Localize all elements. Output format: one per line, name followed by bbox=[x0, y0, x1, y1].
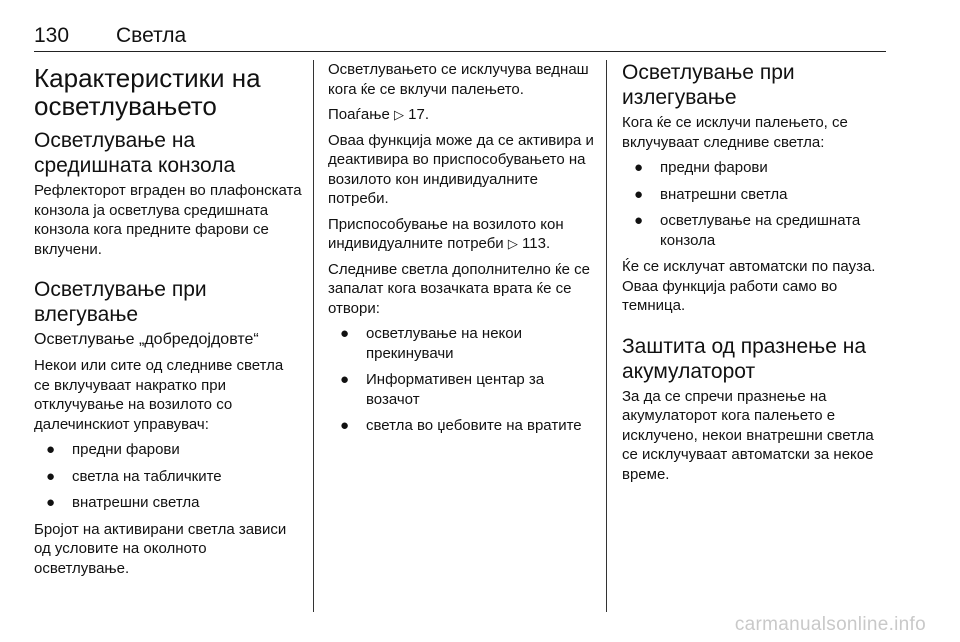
list-item bbox=[328, 416, 596, 436]
list-item bbox=[622, 158, 892, 178]
column-left bbox=[34, 60, 302, 584]
list-item bbox=[622, 211, 892, 250]
list-item-text: предни фарови bbox=[72, 441, 180, 458]
section-heading-battery-protection: Заштита од празнење на акумулаторот bbox=[622, 334, 867, 383]
list-item bbox=[328, 370, 596, 409]
bullet-icon: ● bbox=[46, 467, 56, 485]
bullet-icon: ● bbox=[340, 371, 350, 388]
reference-text: Приспособување на возилото кон индивидуалните потреби bbox=[328, 215, 564, 252]
list-item-text: внатрешни светла bbox=[660, 185, 788, 203]
list-item bbox=[622, 185, 892, 205]
column-divider bbox=[313, 60, 314, 612]
column-middle bbox=[328, 60, 596, 443]
bullet-list bbox=[328, 324, 596, 436]
paragraph: За да се спречи празнење на акумулаторот кога палењето е исклучено, некои внатрешни светла се исклучуваат автоматски за некое време. bbox=[622, 387, 874, 483]
list-item bbox=[34, 493, 302, 513]
bullet-list bbox=[34, 440, 302, 513]
bullet-icon: ● bbox=[634, 185, 644, 203]
paragraph: Кога ќе се исклучи палењето, се вклучуваат следниве светла: bbox=[622, 114, 848, 151]
reference-text: Поаѓање bbox=[328, 106, 390, 123]
bullet-icon: ● bbox=[634, 159, 644, 176]
cross-reference-paragraph bbox=[328, 105, 596, 125]
bullet-icon: ● bbox=[340, 417, 350, 434]
running-section-title: Светла bbox=[116, 24, 187, 47]
paragraph: Некои или сите од следниве светла се вклучуваат накратко при отклучување на возилото со далечинскиот управувач: bbox=[34, 357, 284, 433]
list-item-text: осветлување на некои прекинувачи bbox=[366, 325, 522, 362]
list-item-text: светла во џебовите на вратите bbox=[366, 417, 582, 434]
reference-page: 113. bbox=[522, 235, 551, 252]
column-right bbox=[622, 60, 892, 490]
cross-reference-paragraph bbox=[328, 215, 596, 254]
paragraph: Следниве светла дополнително ќе се запалат кога возачката врата ќе се отвори: bbox=[328, 260, 590, 317]
page-number: 130 bbox=[34, 24, 70, 47]
bullet-icon: ● bbox=[634, 212, 644, 229]
header-rule bbox=[34, 51, 886, 52]
section-heading-entry-lighting: Осветлување при влегување bbox=[34, 278, 207, 326]
section-heading-center-console: Осветлување на средишната конзола bbox=[34, 129, 236, 177]
list-item bbox=[328, 324, 596, 363]
subheading-welcome-lighting: Осветлување „добредојдовте“ bbox=[34, 331, 259, 348]
page-header bbox=[34, 24, 886, 48]
section-heading-exit-lighting: Осветлување при излегување bbox=[622, 61, 795, 109]
column-divider bbox=[606, 60, 607, 612]
paragraph: Рефлекторот вграден во плафонската конзола ја осветлува средишната конзола кога предните фарови се вклучени. bbox=[34, 182, 302, 258]
list-item-text: светла на табличките bbox=[72, 467, 222, 485]
list-item bbox=[34, 440, 302, 460]
paragraph: Ќе се исклучат автоматски по пауза. Оваа функција работи само во темница. bbox=[622, 258, 876, 314]
paragraph: Оваа функција може да се активира и деактивира во приспособувањето на возилото кон индивидуалните потреби. bbox=[328, 131, 594, 207]
page-reference-arrow-icon: ▷ bbox=[393, 107, 404, 122]
bullet-icon: ● bbox=[46, 494, 56, 511]
list-item-text: осветлување на средишната конзола bbox=[660, 212, 861, 249]
paragraph: Бројот на активирани светла зависи од условите на околното осветлување. bbox=[34, 520, 287, 577]
page-reference-arrow-icon: ▷ bbox=[507, 236, 518, 251]
chapter-title: Карактеристики на осветлувањето bbox=[34, 63, 261, 121]
bullet-icon: ● bbox=[340, 325, 350, 342]
paragraph: Осветлувањето се исклучува веднаш кога ќе се вклучи палењето. bbox=[328, 61, 589, 98]
bullet-icon: ● bbox=[46, 441, 56, 458]
list-item-text: внатрешни светла bbox=[72, 494, 200, 511]
list-item-text: Информативен центар за возачот bbox=[366, 371, 545, 408]
bullet-list bbox=[622, 158, 892, 250]
list-item-text: предни фарови bbox=[660, 159, 768, 176]
list-item bbox=[34, 467, 302, 487]
watermark: carmanualsonline.info bbox=[734, 614, 926, 635]
reference-page: 17. bbox=[408, 106, 430, 123]
